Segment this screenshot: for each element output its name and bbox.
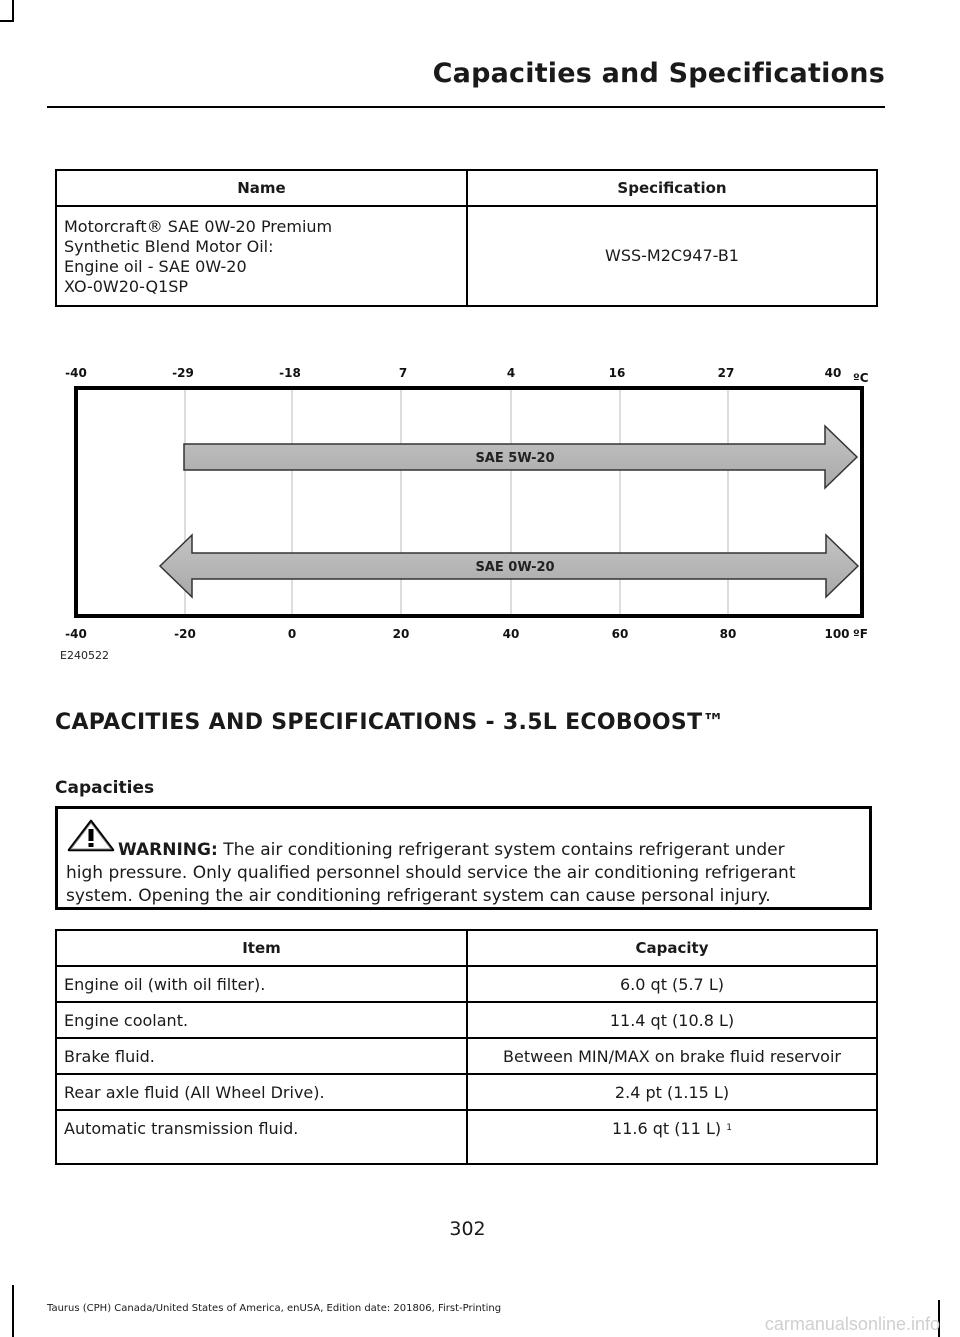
item-cell: Automatic transmission fluid. — [56, 1110, 467, 1164]
capacity-value: 11.6 qt (11 L) — [612, 1119, 722, 1138]
header-item: Item — [56, 930, 467, 966]
celsius-tick: 16 — [608, 366, 626, 380]
capacity-cell: 2.4 pt (1.15 L) — [467, 1074, 877, 1110]
celsius-tick: -18 — [279, 366, 301, 380]
item-cell: Rear axle fluid (All Wheel Drive). — [56, 1074, 467, 1110]
warning-label: WARNING: — [118, 840, 218, 860]
celsius-unit: ºC — [853, 371, 869, 385]
item-cell: Engine coolant. — [56, 1002, 467, 1038]
warning-text: high pressure. Only qualified personnel should service the air conditioning refrigerant — [66, 863, 796, 883]
oil-name-line: XO-0W20-Q1SP — [64, 277, 189, 296]
celsius-tick: 4 — [506, 366, 516, 380]
fahrenheit-tick: 80 — [719, 627, 737, 641]
capacities-table — [55, 929, 878, 1165]
header-name: Name — [56, 170, 467, 206]
oil-name-line: Synthetic Blend Motor Oil: — [64, 237, 274, 256]
fahrenheit-tick: 100 — [824, 627, 850, 641]
table-row — [56, 206, 877, 306]
table-row — [56, 1038, 877, 1074]
fahrenheit-unit: ºF — [853, 627, 868, 641]
fahrenheit-tick: -20 — [174, 627, 196, 641]
viscosity-temperature-chart — [60, 360, 880, 665]
header-specification: Specification — [467, 170, 877, 206]
subsection-heading: Capacities — [55, 778, 155, 798]
page-title: Capacities and Specifications — [432, 58, 885, 89]
fahrenheit-tick: 60 — [611, 627, 629, 641]
header-divider — [47, 106, 885, 108]
celsius-tick: 40 — [824, 366, 842, 380]
item-cell: Brake fluid. — [56, 1038, 467, 1074]
crop-mark — [0, 20, 14, 22]
warning-text: system. Opening the air conditioning refrigerant system can cause personal injury. — [66, 886, 771, 906]
warning-line — [66, 839, 857, 862]
table-header-row — [56, 930, 877, 966]
oil-name-cell — [56, 206, 467, 306]
oil-spec-cell: WSS-M2C947-B1 — [467, 206, 877, 306]
oil-spec-table — [55, 169, 878, 307]
section-heading: CAPACITIES AND SPECIFICATIONS - 3.5L ECOBOOST™ — [55, 710, 725, 735]
celsius-tick: 27 — [717, 366, 735, 380]
warning-text: The air conditioning refrigerant system contains refrigerant under — [223, 840, 785, 860]
table-row — [56, 966, 877, 1002]
header-capacity: Capacity — [467, 930, 877, 966]
footer-text: Taurus (CPH) Canada/United States of America, enUSA, Edition date: 201806, First-Printing — [47, 1303, 502, 1314]
page-number: 302 — [449, 1218, 486, 1240]
capacity-cell — [467, 1110, 877, 1164]
oil-name-line: Engine oil - SAE 0W-20 — [64, 257, 247, 276]
watermark: carmanualsonline.info — [764, 1314, 940, 1334]
table-row — [56, 1110, 877, 1164]
warning-triangle-icon — [66, 819, 116, 853]
capacity-cell: 11.4 qt (10.8 L) — [467, 1002, 877, 1038]
oil-name-line: Motorcraft® SAE 0W-20 Premium — [64, 217, 333, 236]
fahrenheit-tick: 20 — [392, 627, 410, 641]
table-header-row — [56, 170, 877, 206]
celsius-tick: 7 — [398, 366, 408, 380]
fahrenheit-tick: 40 — [502, 627, 520, 641]
crop-mark — [12, 0, 14, 20]
capacity-cell: 6.0 qt (5.7 L) — [467, 966, 877, 1002]
fahrenheit-tick: -40 — [65, 627, 87, 641]
chart-frame — [76, 388, 862, 616]
crop-mark — [12, 1285, 14, 1337]
capacity-cell: Between MIN/MAX on brake fluid reservoir — [467, 1038, 877, 1074]
celsius-tick: -40 — [65, 366, 87, 380]
footnote-marker: 1 — [726, 1123, 732, 1133]
figure-id: E240522 — [60, 649, 109, 662]
table-row — [56, 1002, 877, 1038]
item-cell: Engine oil (with oil filter). — [56, 966, 467, 1002]
table-row — [56, 1074, 877, 1110]
fahrenheit-tick: 0 — [287, 627, 297, 641]
celsius-tick: -29 — [172, 366, 194, 380]
warning-box — [55, 806, 872, 910]
arrow-label-0w20: SAE 0W-20 — [475, 560, 555, 575]
arrow-label-5w20: SAE 5W-20 — [475, 451, 555, 466]
